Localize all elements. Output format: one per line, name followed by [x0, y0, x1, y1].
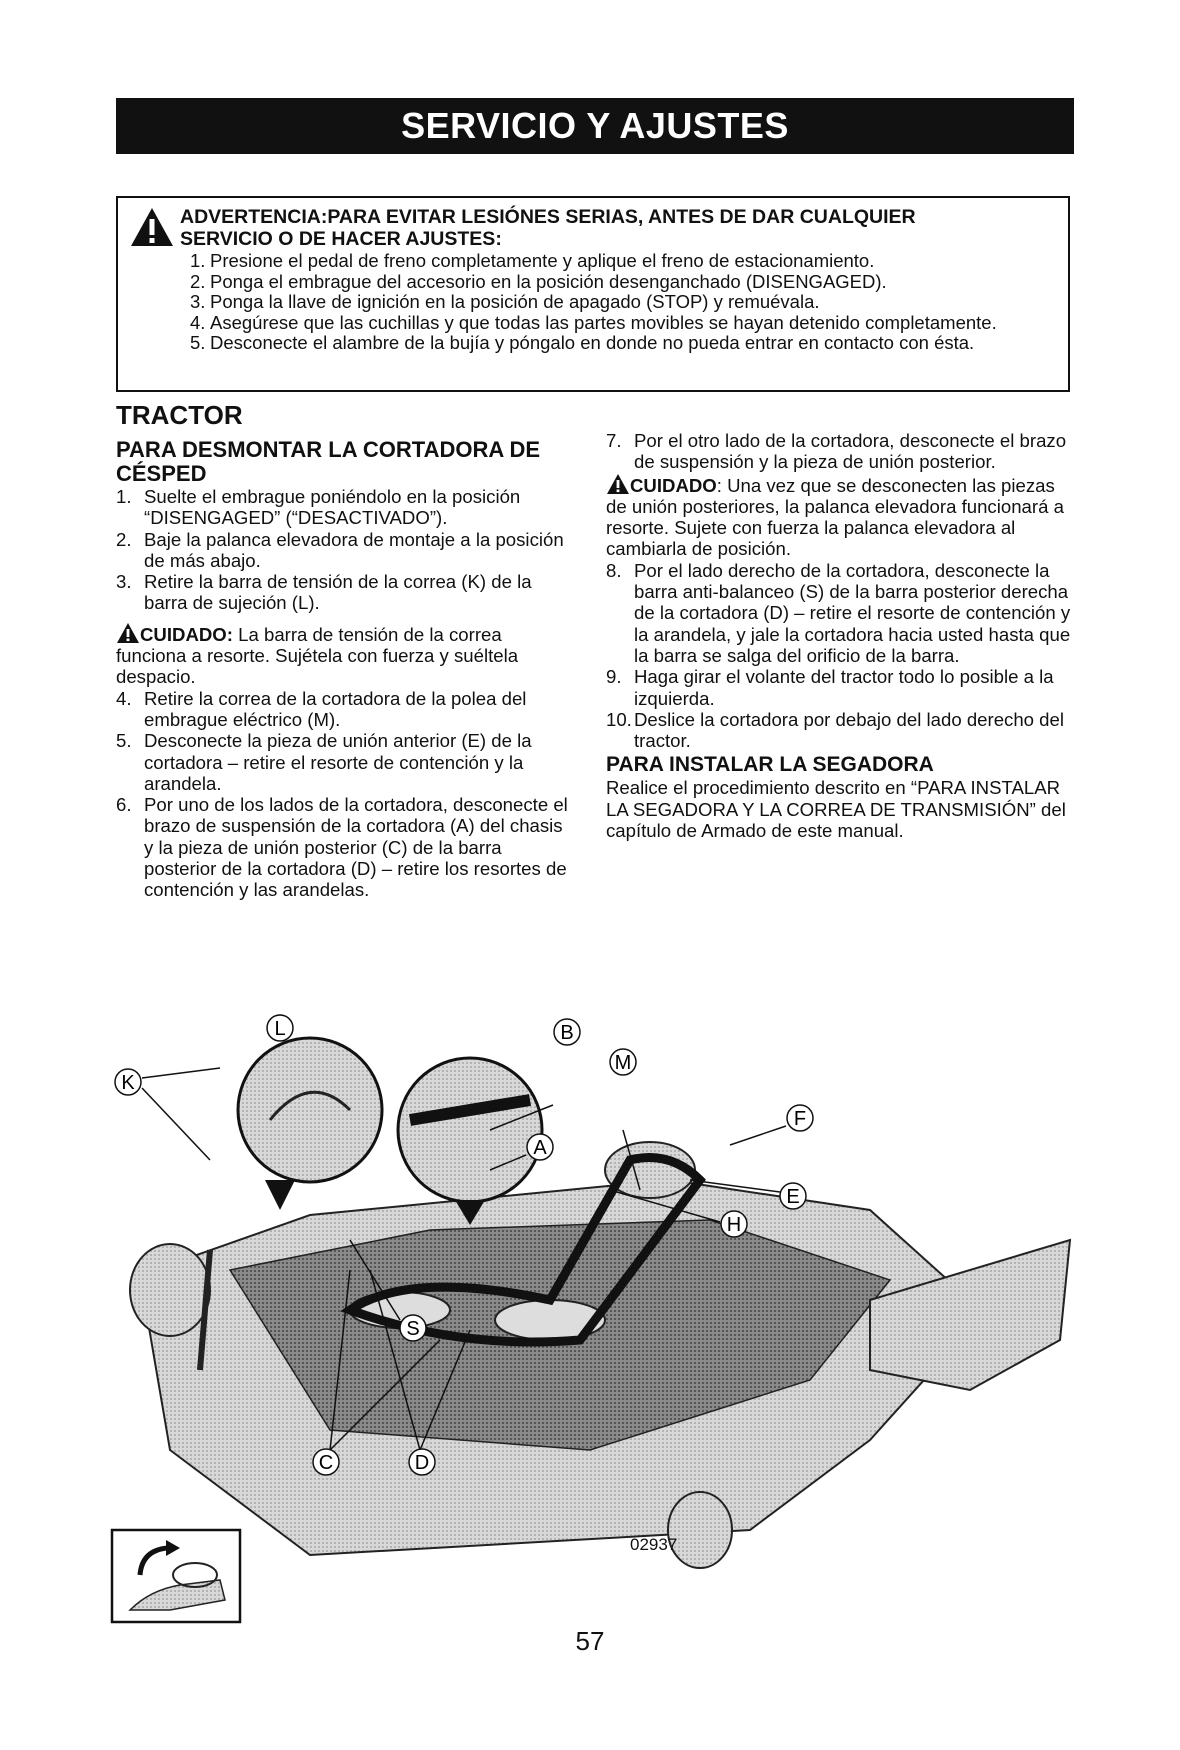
section-title: TRACTOR [116, 400, 243, 430]
warning-box [116, 196, 1070, 392]
warning-triangle-icon [130, 206, 174, 248]
right-column [606, 430, 1072, 841]
list-item: 5. Desconecte el alambre de la bujía y póngalo en donde no pueda entrar en contacto con ésta. [190, 332, 975, 353]
list-item: 2. Baje la palanca elevadora de montaje a la posición de más abajo. [116, 528, 564, 571]
list-item: 4. Retire la correa de la cortadora de la polea del embrague eléctrico (M). [116, 687, 527, 730]
detail-circle-right [398, 1058, 542, 1202]
install-text: Realice el procedimiento descrito en “PARA INSTALAR LA SEGADORA Y LA CORREA DE TRANSMISIÓN” del capítulo de Armado de este manual. [606, 777, 1066, 842]
list-item: 3. Retire la barra de tensión de la correa (K) de la barra de sujeción (L). [116, 571, 532, 614]
list-item: 4. Asegúrese que las cuchillas y que todas las partes movibles se hayan detenido completamente. [190, 311, 997, 333]
mower-deck-illustration [110, 1010, 1080, 1630]
svg-text:A: A [533, 1137, 547, 1159]
page-number: 57 [575, 1626, 605, 1656]
callout-k [115, 1069, 141, 1095]
list-item: 3. Ponga la llave de ignición en la posición de apagado (STOP) y remuévala. [190, 291, 820, 312]
inset-box [112, 1530, 240, 1622]
section-subtitle: PARA DESMONTAR LA CORTADORA DE CÉSPED [116, 437, 541, 486]
svg-text:F: F [793, 1108, 807, 1130]
steps-list-b [116, 688, 576, 901]
callout-h [721, 1211, 747, 1237]
list-item: 7. Por el otro lado de la cortadora, desconecte el brazo de suspensión y la pieza de unión posterior. [606, 430, 1067, 473]
caution-note: CUIDADO: Una vez que se desconecten las piezas de unión posteriores, la palanca elevadora funcionará a resorte. Sujete con fuerza la palanca elevadora al cambiarla de posición. [606, 474, 1064, 560]
callout-s [400, 1315, 426, 1341]
steps-list-7 [606, 430, 1072, 473]
list-item: 5. Desconecte la pieza de unión anterior (E) de la cortadora – retire el resorte de contención y la arandela. [116, 730, 532, 794]
callout-f [787, 1105, 813, 1131]
callout-l [267, 1015, 293, 1041]
svg-text:S: S [406, 1318, 420, 1340]
steps-list-c [606, 560, 1072, 752]
svg-text:E: E [786, 1186, 800, 1208]
caution-note: CUIDADO: La barra de tensión de la correa funciona a resorte. Sujétela con fuerza y suéltela despacio. [116, 623, 519, 688]
detail-circle-left [238, 1038, 382, 1182]
list-item: 9. Haga girar el volante del tractor todo lo posible a la izquierda. [606, 666, 1054, 709]
figure-code: 02937 [630, 1535, 678, 1554]
caution-triangle-icon [116, 622, 140, 644]
svg-text:H: H [726, 1214, 742, 1236]
svg-text:C: C [318, 1452, 334, 1474]
svg-text:L: L [274, 1018, 286, 1040]
caution-triangle-icon [606, 473, 630, 495]
list-item: 10. Deslice la cortadora por debajo del lado derecho del tractor. [606, 708, 1064, 752]
svg-text:K: K [121, 1072, 135, 1094]
svg-text:M: M [614, 1052, 632, 1074]
callout-c [313, 1449, 339, 1475]
steps-list-a [116, 486, 576, 614]
list-item: 1. Suelte el embrague poniéndolo en la posición “DISENGAGED” (“DESACTIVADO”). [116, 486, 521, 529]
install-title: PARA INSTALAR LA SEGADORA [606, 753, 934, 777]
list-item: 6. Por uno de los lados de la cortadora, desconecte el brazo de suspensión de la cortadora (A) del chasis y la pieza de unión posterior (C) de la barra posterior de la cortadora (D) – retire los resortes de contención y las arandelas. [116, 794, 568, 901]
warning-heading: ADVERTENCIA:PARA EVITAR LESIÓNES SERIAS, ANTES DE DAR CUALQUIER SERVICIO O DE HACER AJUSTES: [180, 206, 916, 250]
warning-list [180, 251, 1060, 354]
front-wheel-right [668, 1492, 732, 1568]
page-title: SERVICIO Y AJUSTES [116, 98, 1074, 154]
svg-text:B: B [560, 1022, 574, 1044]
callout-b [554, 1019, 580, 1045]
svg-text:D: D [414, 1452, 430, 1474]
front-wheel-left [130, 1244, 210, 1336]
callout-m [610, 1049, 636, 1075]
list-item: 1. Presione el pedal de freno completamente y aplique el freno de estacionamiento. [190, 250, 875, 271]
left-column [116, 400, 576, 901]
callout-d [409, 1449, 435, 1475]
callout-e [780, 1183, 806, 1209]
callout-a [527, 1134, 553, 1160]
list-item: 2. Ponga el embrague del accesorio en la posición desenganchado (DISENGAGED). [190, 270, 887, 292]
list-item: 8. Por el lado derecho de la cortadora, desconecte la barra anti-balanceo (S) de la barra posterior derecha de la cortadora (D) – retire el resorte de contención y la arandela, y jale la cortadora hacia usted hasta que la barra se salga del orificio de la barra. [606, 559, 1071, 666]
